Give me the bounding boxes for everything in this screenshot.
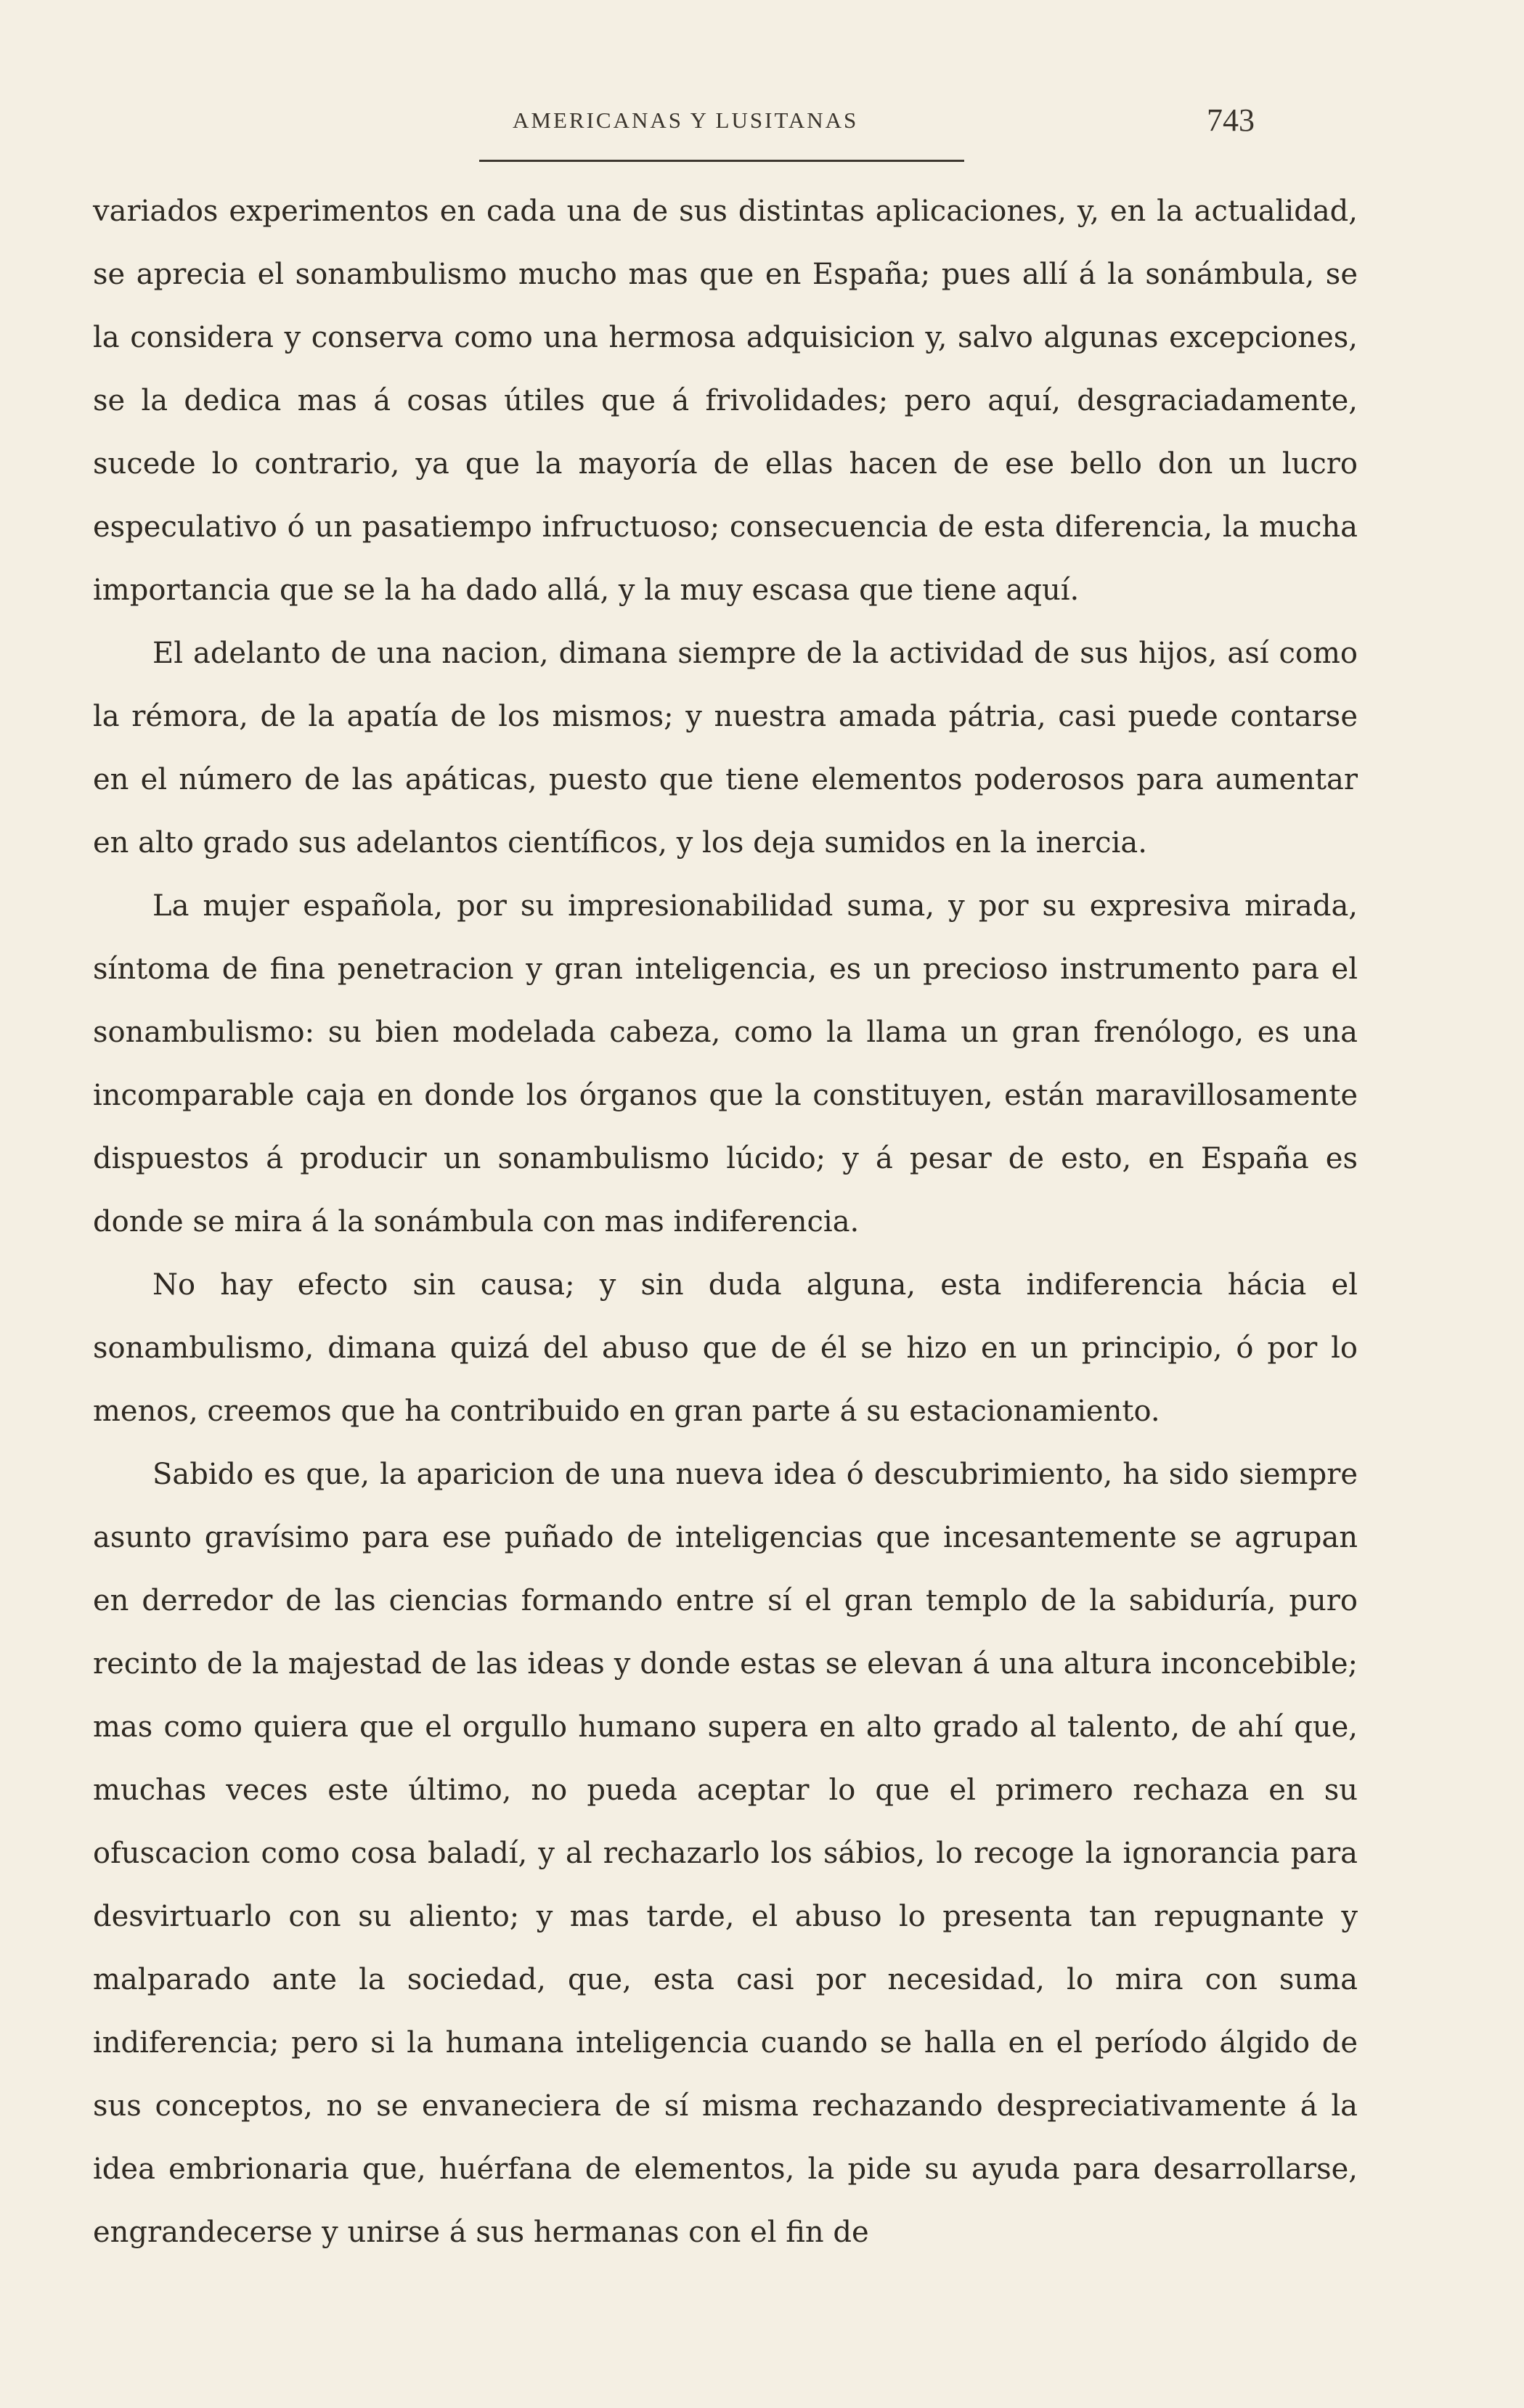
body-text [93, 180, 1358, 2264]
page-number: 743 [1207, 102, 1255, 138]
paragraph-continuation: variados experimentos en cada una de sus distintas aplicaciones, y, en la actualidad, se aprecia el sonambulismo mucho mas que en España; pues allí á la sonámbula, se la considera y conserva como una hermosa adquisicion y, salvo algunas excepciones, se la dedica mas á cosas útiles que á frivolidades; pero aquí, desgraciadamente, sucede lo contrario, ya que la mayoría de ellas hacen de ese bello don un lucro especulativo ó un pasatiempo infructuoso; consecuencia de esta diferencia, la mucha importancia que se la ha dado allá, y la muy escasa que tiene aquí. [93, 195, 1358, 607]
paragraph: La mujer española, por su impresionabilidad suma, y por su expresiva mirada, síntoma de fina penetracion y gran inteligencia, es un precioso instrumento para el sonambulismo: su bien modelada cabeza, como la llama un gran frenólogo, es una incomparable caja en donde los órganos que la constituyen, están maravillosamente dispuestos á producir un sonambulismo lúcido; y á pesar de esto, en España es donde se mira á la sonámbula con mas indiferencia. [93, 889, 1358, 1238]
running-title: AMERICANAS Y LUSITANAS [513, 107, 859, 133]
paragraph: No hay efecto sin causa; y sin duda alguna, esta indiferencia hácia el sonambulismo, dimana quizá del abuso que de él se hizo en un principio, ó por lo menos, creemos que ha contribuido en gran parte á su estacionamiento. [93, 1268, 1358, 1428]
paragraph: Sabido es que, la aparicion de una nueva idea ó descubrimiento, ha sido siempre asunto gravísimo para ese puñado de inteligencias que incesantemente se agrupan en derredor de las ciencias formando entre sí el gran templo de la sabiduría, puro recinto de la majestad de las ideas y donde estas se elevan á una altura inconcebible; mas como quiera que el orgullo humano supera en alto grado al talento, de ahí que, muchas veces este último, no pueda aceptar lo que el primero rechaza en su ofuscacion como cosa baladí, y al rechazarlo los sábios, lo recoge la ignorancia para desvirtuarlo con su aliento; y mas tarde, el abuso lo presenta tan repugnante y malparado ante la sociedad, que, esta casi por necesidad, lo mira con suma indiferencia; pero si la humana inteligencia cuando se halla en el período álgido de sus conceptos, no se envaneciera de sí misma rechazando despreciativamente á la idea embrionaria que, huérfana de elementos, la pide su ayuda para desarrollarse, engrandecerse y unirse á sus hermanas con el fin de [93, 1458, 1358, 2249]
header-rule [479, 160, 964, 162]
paragraph: El adelanto de una nacion, dimana siempre de la actividad de sus hijos, así como la rémora, de la apatía de los mismos; y nuestra amada pátria, casi puede contarse en el número de las apáticas, puesto que tiene elementos poderosos para aumentar en alto grado sus adelantos científicos, y los deja sumidos en la inercia. [93, 637, 1358, 860]
